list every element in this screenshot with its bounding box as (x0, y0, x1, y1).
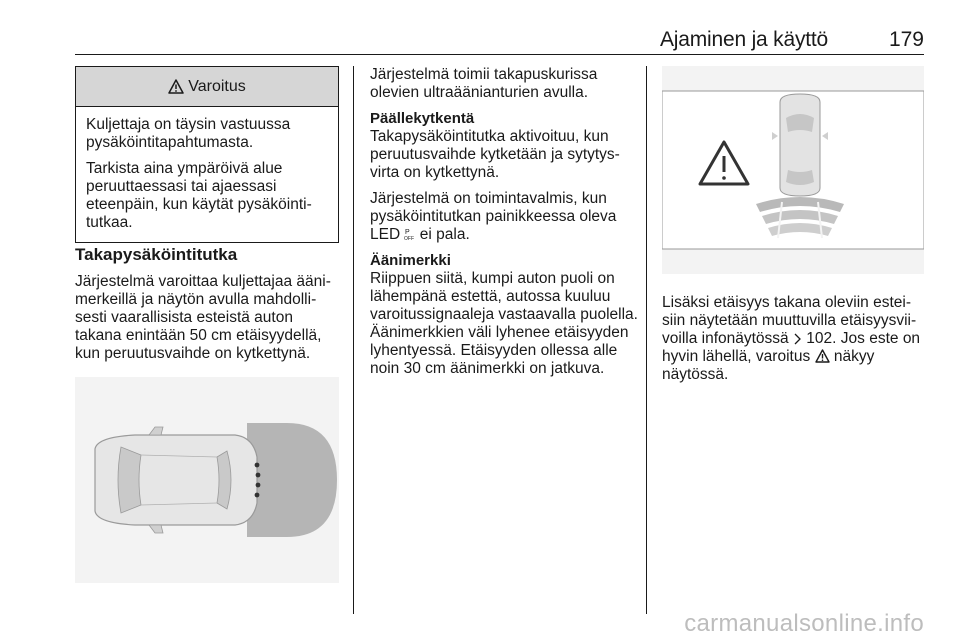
warning-paragraph-1: Kuljettaja on täysin vastuussa pysäköintitapahtumasta. (86, 116, 291, 151)
page-reference[interactable]: 102 (806, 330, 833, 347)
page-header (75, 28, 924, 50)
column-divider-2 (646, 66, 647, 614)
middle-column (370, 66, 638, 386)
parking-display-illustration (662, 66, 924, 274)
footer-watermark: carmanualsonline.info (684, 610, 924, 637)
page-number: 179 (888, 28, 924, 51)
header-rule (75, 54, 924, 55)
right-column (662, 294, 928, 392)
subheading-activation: Päällekytkentä (370, 110, 475, 127)
warning-header (76, 67, 338, 107)
warning-triangle-icon (815, 349, 830, 363)
section-title: Takapysäköintitutka (75, 245, 238, 264)
section-intro (75, 273, 343, 371)
middle-paragraph-1: Järjestelmä toimii takapuskurissa olevien ultraäänianturien avulla. (370, 66, 598, 101)
warning-paragraph-2: Tarkista aina ympäröivä alue peruuttaessasi tai ajaessasi eteenpäin, kun käytät pysäköinti-tutkaa. (86, 160, 312, 231)
page-ref-arrow-icon (793, 333, 802, 345)
warning-box (75, 66, 339, 243)
subheading-sound: Äänimerkki (370, 252, 451, 269)
column-divider-1 (353, 66, 354, 614)
middle-paragraph-4: Riippuen siitä, kumpi auton puoli on lähempänä estettä, autossa kuuluu varoitussignaaleja vastaavalla puolella. Äänimerkkien väli lyhenee etäisyyden lyhentyessä. Etäisyyden ollessa alle noin 30 cm äänimerkki on jatkuva. (370, 270, 638, 377)
display-screen-figure (662, 66, 924, 274)
header-title: Ajaminen ja käyttö (660, 28, 828, 51)
warning-title: Varoitus (188, 77, 246, 95)
svg-text:OFF: OFF (404, 236, 415, 241)
intro-paragraph: Järjestelmä varoittaa kuljettajaa ääni-merkeillä ja näytön avulla mahdolli-sesti vaarallisista esteistä auton takana enintään 50 cm etäisyydellä, kun peruutusvaihde on kytkettynä. (75, 273, 331, 362)
right-paragraph-1: Lisäksi etäisyys takana oleviin estei-siin näytetään muuttuvilla etäisyysvii-voilla infonäytössä 102. Jos este on hyvin lähellä, varoitus näkyy näytössä. (662, 294, 921, 383)
svg-text:P: P (405, 229, 411, 236)
parking-off-icon (404, 227, 415, 241)
middle-paragraph-2: Takapysäköintitutka aktivoituu, kun peruutusvaihde kytketään ja sytytys-virta on kytkettynä. (370, 128, 620, 181)
car-top-view-illustration (75, 377, 339, 583)
warning-body (76, 107, 338, 242)
middle-paragraph-3: Järjestelmä on toimintavalmis, kun pysäköintitutkan painikkeessa oleva LED P OFF ei pala. (370, 190, 617, 243)
car-rear-sensor-figure (75, 377, 339, 583)
warning-triangle-icon (168, 79, 184, 94)
